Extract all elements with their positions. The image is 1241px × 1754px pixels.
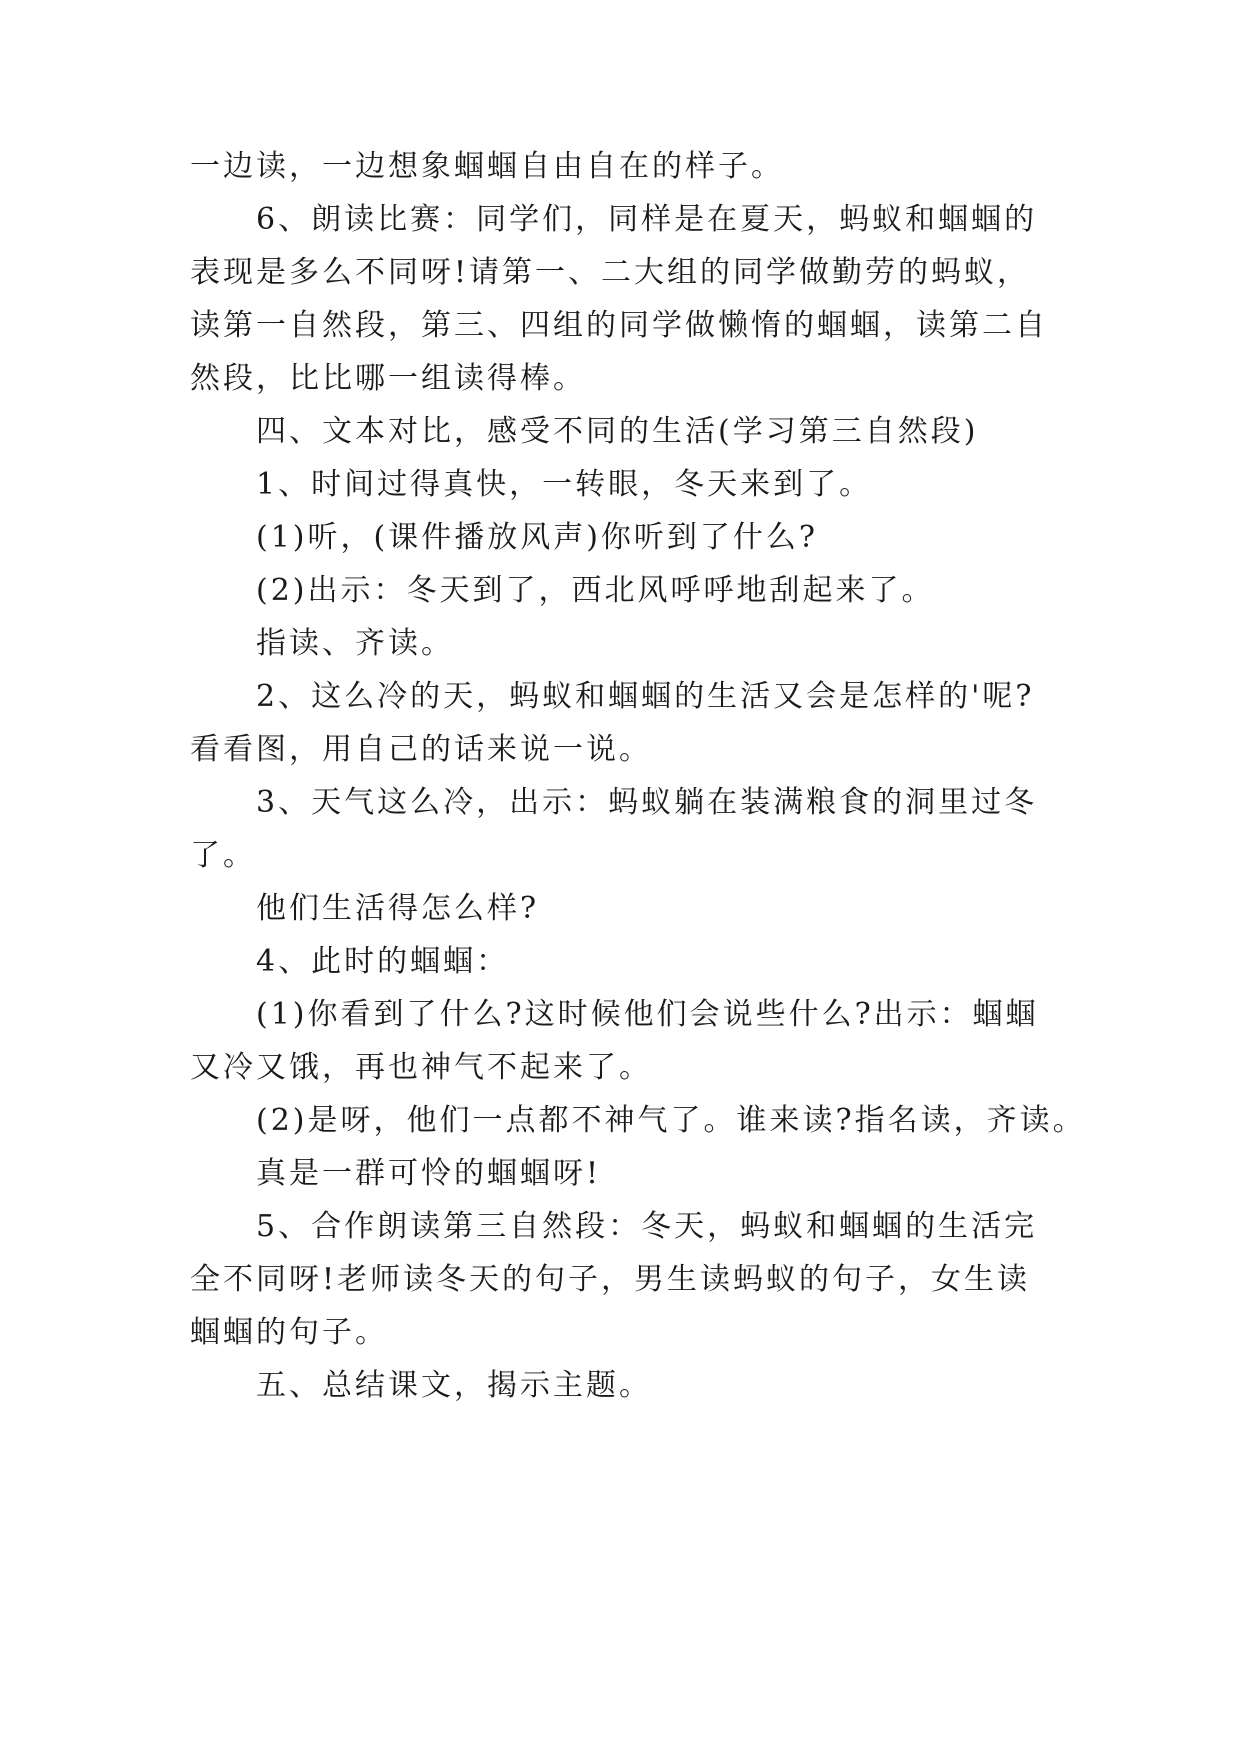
text-line: 看看图，用自己的话来说一说。	[190, 732, 652, 767]
text-line: 5、合作朗读第三自然段：冬天，蚂蚁和蝈蝈的生活完	[256, 1209, 1038, 1244]
text-line: 又冷又饿，再也神气不起来了。	[190, 1050, 652, 1085]
text-line: 了。	[190, 838, 256, 873]
section-heading: 五、总结课文，揭示主题。	[256, 1368, 652, 1403]
text-line: 他们生活得怎么样?	[256, 891, 540, 926]
text-line: 一边读，一边想象蝈蝈自由自在的样子。	[190, 149, 784, 184]
text-line: 表现是多么不同呀!请第一、二大组的同学做勤劳的蚂蚁，	[190, 255, 1031, 290]
text-line: (1)你看到了什么?这时候他们会说些什么?出示：蝈蝈	[256, 997, 1039, 1032]
text-line: (2)是呀，他们一点都不神气了。谁来读?指名读，齐读。	[256, 1103, 1086, 1138]
text-line: 3、天气这么冷，出示：蚂蚁躺在装满粮食的洞里过冬	[256, 785, 1038, 820]
text-line: (1)听，(课件播放风声)你听到了什么?	[256, 520, 818, 555]
text-line: 蝈蝈的句子。	[190, 1315, 388, 1350]
text-line: 2、这么冷的天，蚂蚁和蝈蝈的生活又会是怎样的'呢?	[256, 679, 1035, 714]
text-line: 4、此时的蝈蝈：	[256, 944, 510, 979]
text-line: (2)出示：冬天到了，西北风呼呼地刮起来了。	[256, 573, 935, 608]
text-line: 6、朗读比赛：同学们，同样是在夏天，蚂蚁和蝈蝈的	[256, 202, 1038, 237]
text-line: 全不同呀!老师读冬天的句子，男生读蚂蚁的句子，女生读	[190, 1262, 1031, 1297]
section-heading: 四、文本对比，感受不同的生活(学习第三自然段)	[256, 414, 979, 449]
text-line: 然段，比比哪一组读得棒。	[190, 361, 586, 396]
text-line: 读第一自然段，第三、四组的同学做懒惰的蝈蝈，读第二自	[190, 308, 1048, 343]
text-line: 1、时间过得真快，一转眼，冬天来到了。	[256, 467, 873, 502]
text-line: 指读、齐读。	[256, 626, 454, 661]
text-line: 真是一群可怜的蝈蝈呀!	[256, 1156, 602, 1191]
